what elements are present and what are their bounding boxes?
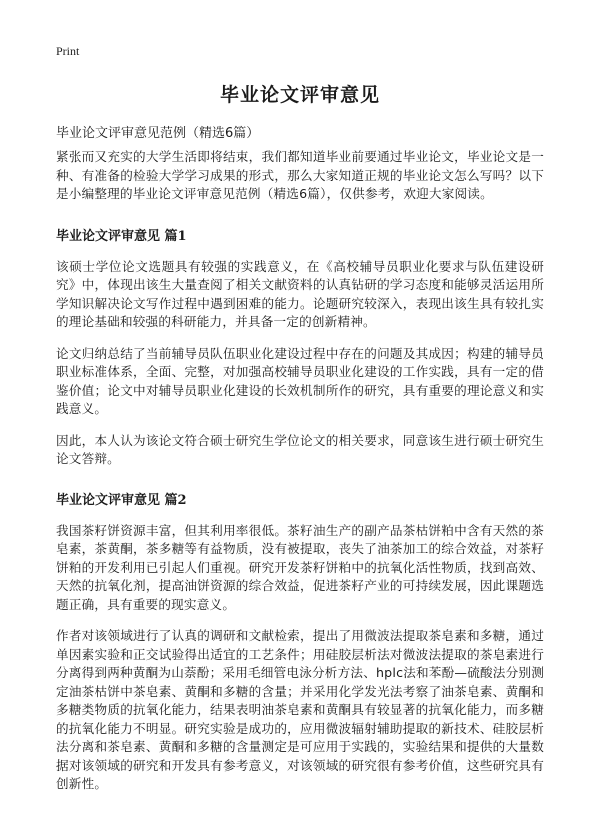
- print-link[interactable]: Print: [56, 44, 80, 58]
- section-heading-1: 毕业论文评审意见 篇1: [56, 228, 187, 244]
- section-1-paragraph-2: 论文归纳总结了当前辅导员队伍职业化建设过程中存在的问题及其成因；构建的辅导员职业标准体系，全面、完整，对加强高校辅导员职业化建设的工作实践，具有一定的借鉴价值；论文中对辅导员职业化建设的长效机制所作的研究，具有重要的理论意义和实践意义。: [56, 345, 544, 416]
- document-subtitle: 毕业论文评审意见范例（精选6篇）: [56, 126, 260, 141]
- section-1-paragraph-3: 因此，本人认为该论文符合硕士研究生学位论文的相关要求，同意该生进行硕士研究生论文答辩。: [56, 432, 544, 466]
- page-title: 毕业论文评审意见: [219, 84, 380, 106]
- section-1-paragraph-1: 该硕士学位论文选题具有较强的实践意义，在《高校辅导员职业化要求与队伍建设研究》中，体现出该生大量查阅了相关文献资料的认真钻研的学习态度和能够灵活运用所学知识解决论文写作过程中遇到困难的能力。论题研究较深入，表现出该生具有较扎实的理论基础和较强的科研能力，并具备一定的创新精神。: [56, 258, 544, 329]
- section-heading-2: 毕业论文评审意见 篇2: [56, 492, 187, 508]
- section-2-paragraph-1: 我国茶籽饼资源丰富，但其利用率很低。茶籽油生产的副产品茶枯饼粕中含有天然的茶皂素，茶黄酮，茶多糖等有益物质，没有被提取，丧失了油茶加工的综合效益，对茶籽饼粕的开发利用已引起人们重视。研究开发茶籽饼粕中的抗氧化活性物质，找到高效、天然的抗氧化剂，提高油饼资源的综合效益，促进茶籽产业的可持续发展，因此课题选题正确，具有重要的现实意义。: [56, 522, 544, 612]
- section-2-paragraph-2: 作者对该领域进行了认真的调研和文献检索，提出了用微波法提取茶皂素和多糖，通过单因素实验和正交试验得出适宜的工艺条件；用硅胶层析法对微波法提取的茶皂素进行分离得到两种黄酮为山萘酚；采用毛细管电泳分析方法、hplc法和苯酚—硫酸法分别测定油茶枯饼中茶皂素、黄酮和多糖的含量；并采用化学发光法考察了油茶皂素、黄酮和多糖类物质的抗氧化能力，结果表明油茶皂素和黄酮具有较显著的抗氧化能力，而多糖的抗氧化能力不明显。研究实验是成功的，应用微波辐射辅助提取的新技术、硅胶层析法分离和茶皂素、黄酮和多糖的含量测定是可应用于实践的，实验结果和提供的大量数据对该领域的研究和开发具有参考意义，对该领域的研究很有参考价值，这些研究具有创新性。: [56, 628, 544, 791]
- intro-paragraph: 紧张而又充实的大学生活即将结束，我们都知道毕业前要通过毕业论文，毕业论文是一种、有准备的检验大学学习成果的形式，那么大家知道正规的毕业论文怎么写吗？以下是小编整理的毕业论文评审意见范例（精选6篇），仅供参考，欢迎大家阅读。: [56, 149, 544, 201]
- document-body: [56, 148, 544, 807]
